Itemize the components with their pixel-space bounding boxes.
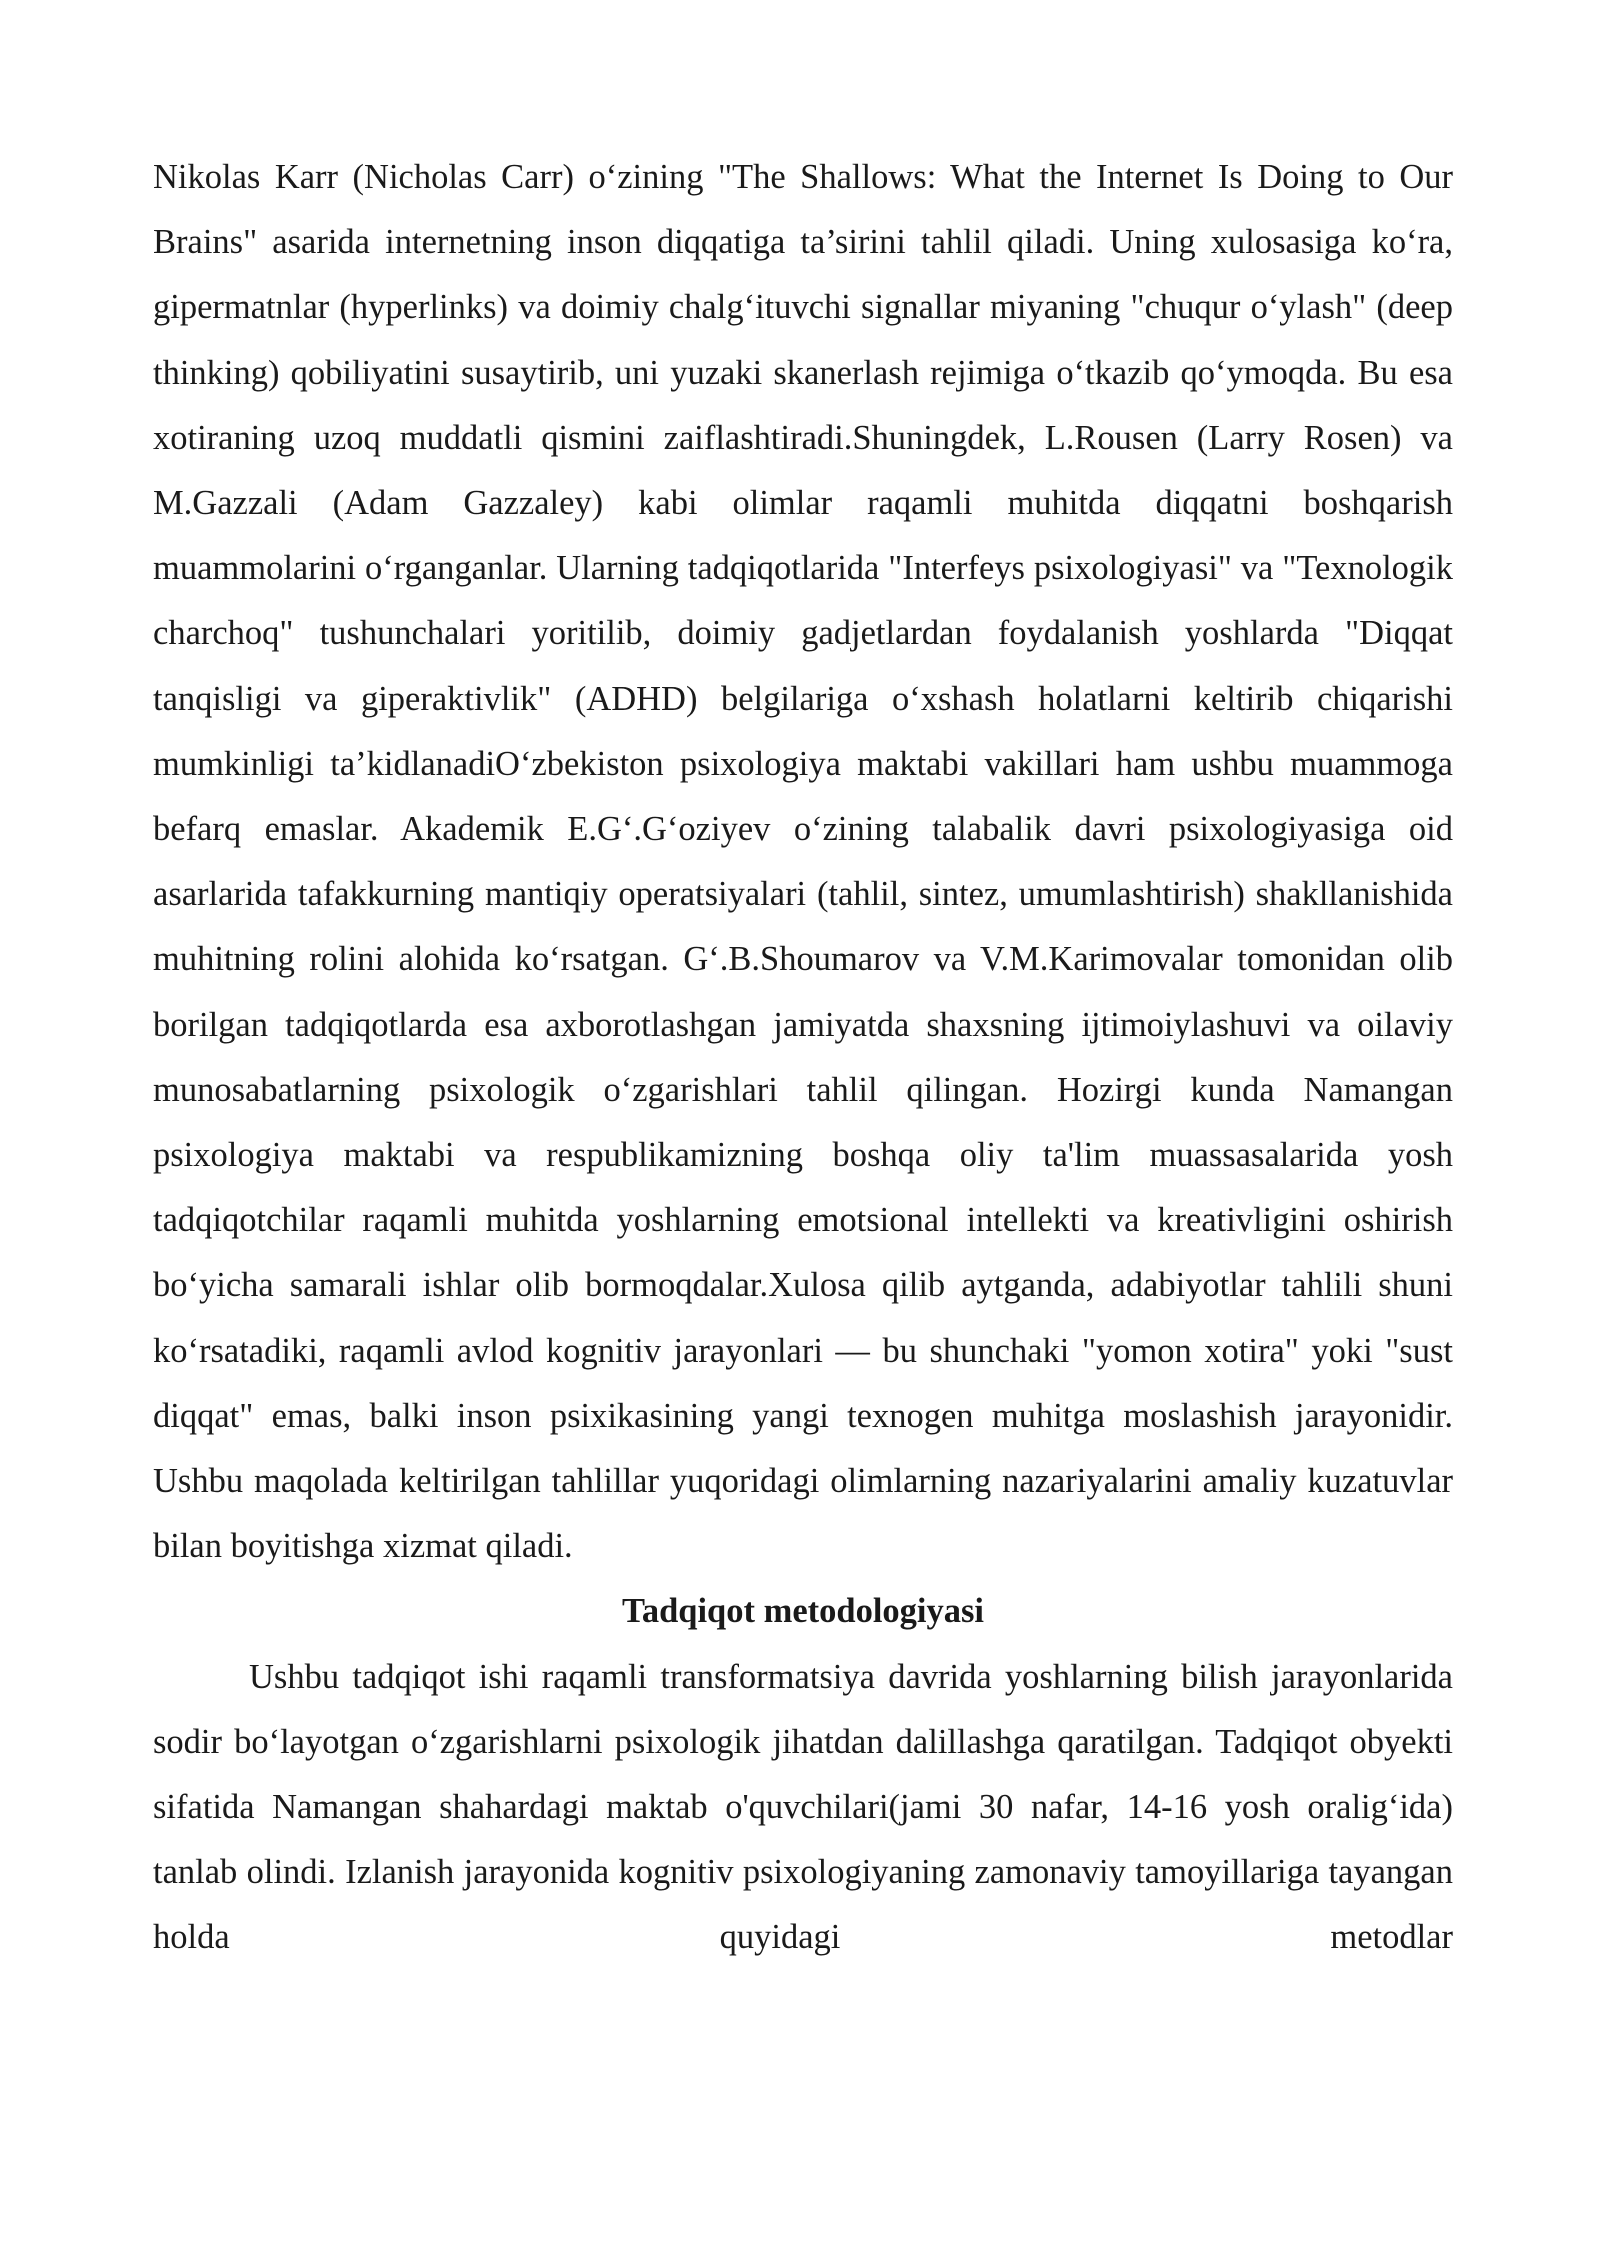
section-heading-methodology: Tadqiqot metodologiyasi	[621, 1592, 984, 1631]
methodology-paragraph: Ushbu tadqiqot ishi raqamli transformatsiya davrida yoshlarning bilish jarayonlarida sodir bo‘layotgan o‘zgarishlarni psixologik jihatdan dalillashga qaratilgan. Tadqiqot obyekti sifatida Namangan shahardagi maktab o'quvchilari(jami 30 nafar, 14-16 yosh oralig‘ida) tanlab olindi. Izlanish jarayonida kognitiv psixologiyaning zamonaviy tamoyillariga tayangan holda quyidagi metodlar	[153, 1657, 1453, 1957]
document-page	[153, 145, 1453, 1971]
literature-review-paragraph: Nikolas Karr (Nicholas Carr) o‘zining "The Shallows: What the Internet Is Doing to Our Brains" asarida internetning inson diqqatiga ta’sirini tahlil qiladi. Uning xulosasiga ko‘ra, gipermatnlar (hyperlinks) va doimiy chalg‘ituvchi signallar miyaning "chuqur o‘ylash" (deep thinking) qobiliyatini susaytirib, uni yuzaki skanerlash rejimiga o‘tkazib qo‘ymoqda. Bu esa xotiraning uzoq muddatli qismini zaiflashtiradi.Shuningdek, L.Rousen (Larry Rosen) va M.Gazzali (Adam Gazzaley) kabi olimlar raqamli muhitda diqqatni boshqarish muammolarini o‘rganganlar. Ularning tadqiqotlarida "Interfeys psixologiyasi" va "Texnologik charchoq" tushunchalari yoritilib, doimiy gadjetlardan foydalanish yoshlarda "Diqqat tanqisligi va giperaktivlik" (ADHD) belgilariga o‘xshash holatlarni keltirib chiqarishi mumkinligi ta’kidlanadiO‘zbekiston psixologiya maktabi vakillari ham ushbu muammoga befarq emaslar. Akademik E.G‘.G‘oziyev o‘zining talabalik davri psixologiyasiga oid asarlarida tafakkurning mantiqiy operatsiyalari (tahlil, sintez, umumlashtirish) shakllanishida muhitning rolini alohida ko‘rsatgan. G‘.B.Shoumarov va V.M.Karimovalar tomonidan olib borilgan tadqiqotlarda esa axborotlashgan jamiyatda shaxsning ijtimoiylashuvi va oilaviy munosabatlarning psixologik o‘zgarishlari tahlil qilingan. Hozirgi kunda Namangan psixologiya maktabi va respublikamizning boshqa oliy ta'lim muassasalarida yosh tadqiqotchilar raqamli muhitda yoshlarning emotsional intellekti va kreativligini oshirish bo‘yicha samarali ishlar olib bormoqdalar.Xulosa qilib aytganda, adabiyotlar tahlili shuni ko‘rsatadiki, raqamli avlod kognitiv jarayonlari — bu shunchaki "yomon xotira" yoki "sust diqqat" emas, balki inson psixikasining yangi texnogen muhitga moslashish jarayonidir. Ushbu maqolada keltirilgan tahlillar yuqoridagi olimlarning nazariyalarini amaliy kuzatuvlar bilan boyitishga xizmat qiladi.	[153, 158, 1453, 1566]
